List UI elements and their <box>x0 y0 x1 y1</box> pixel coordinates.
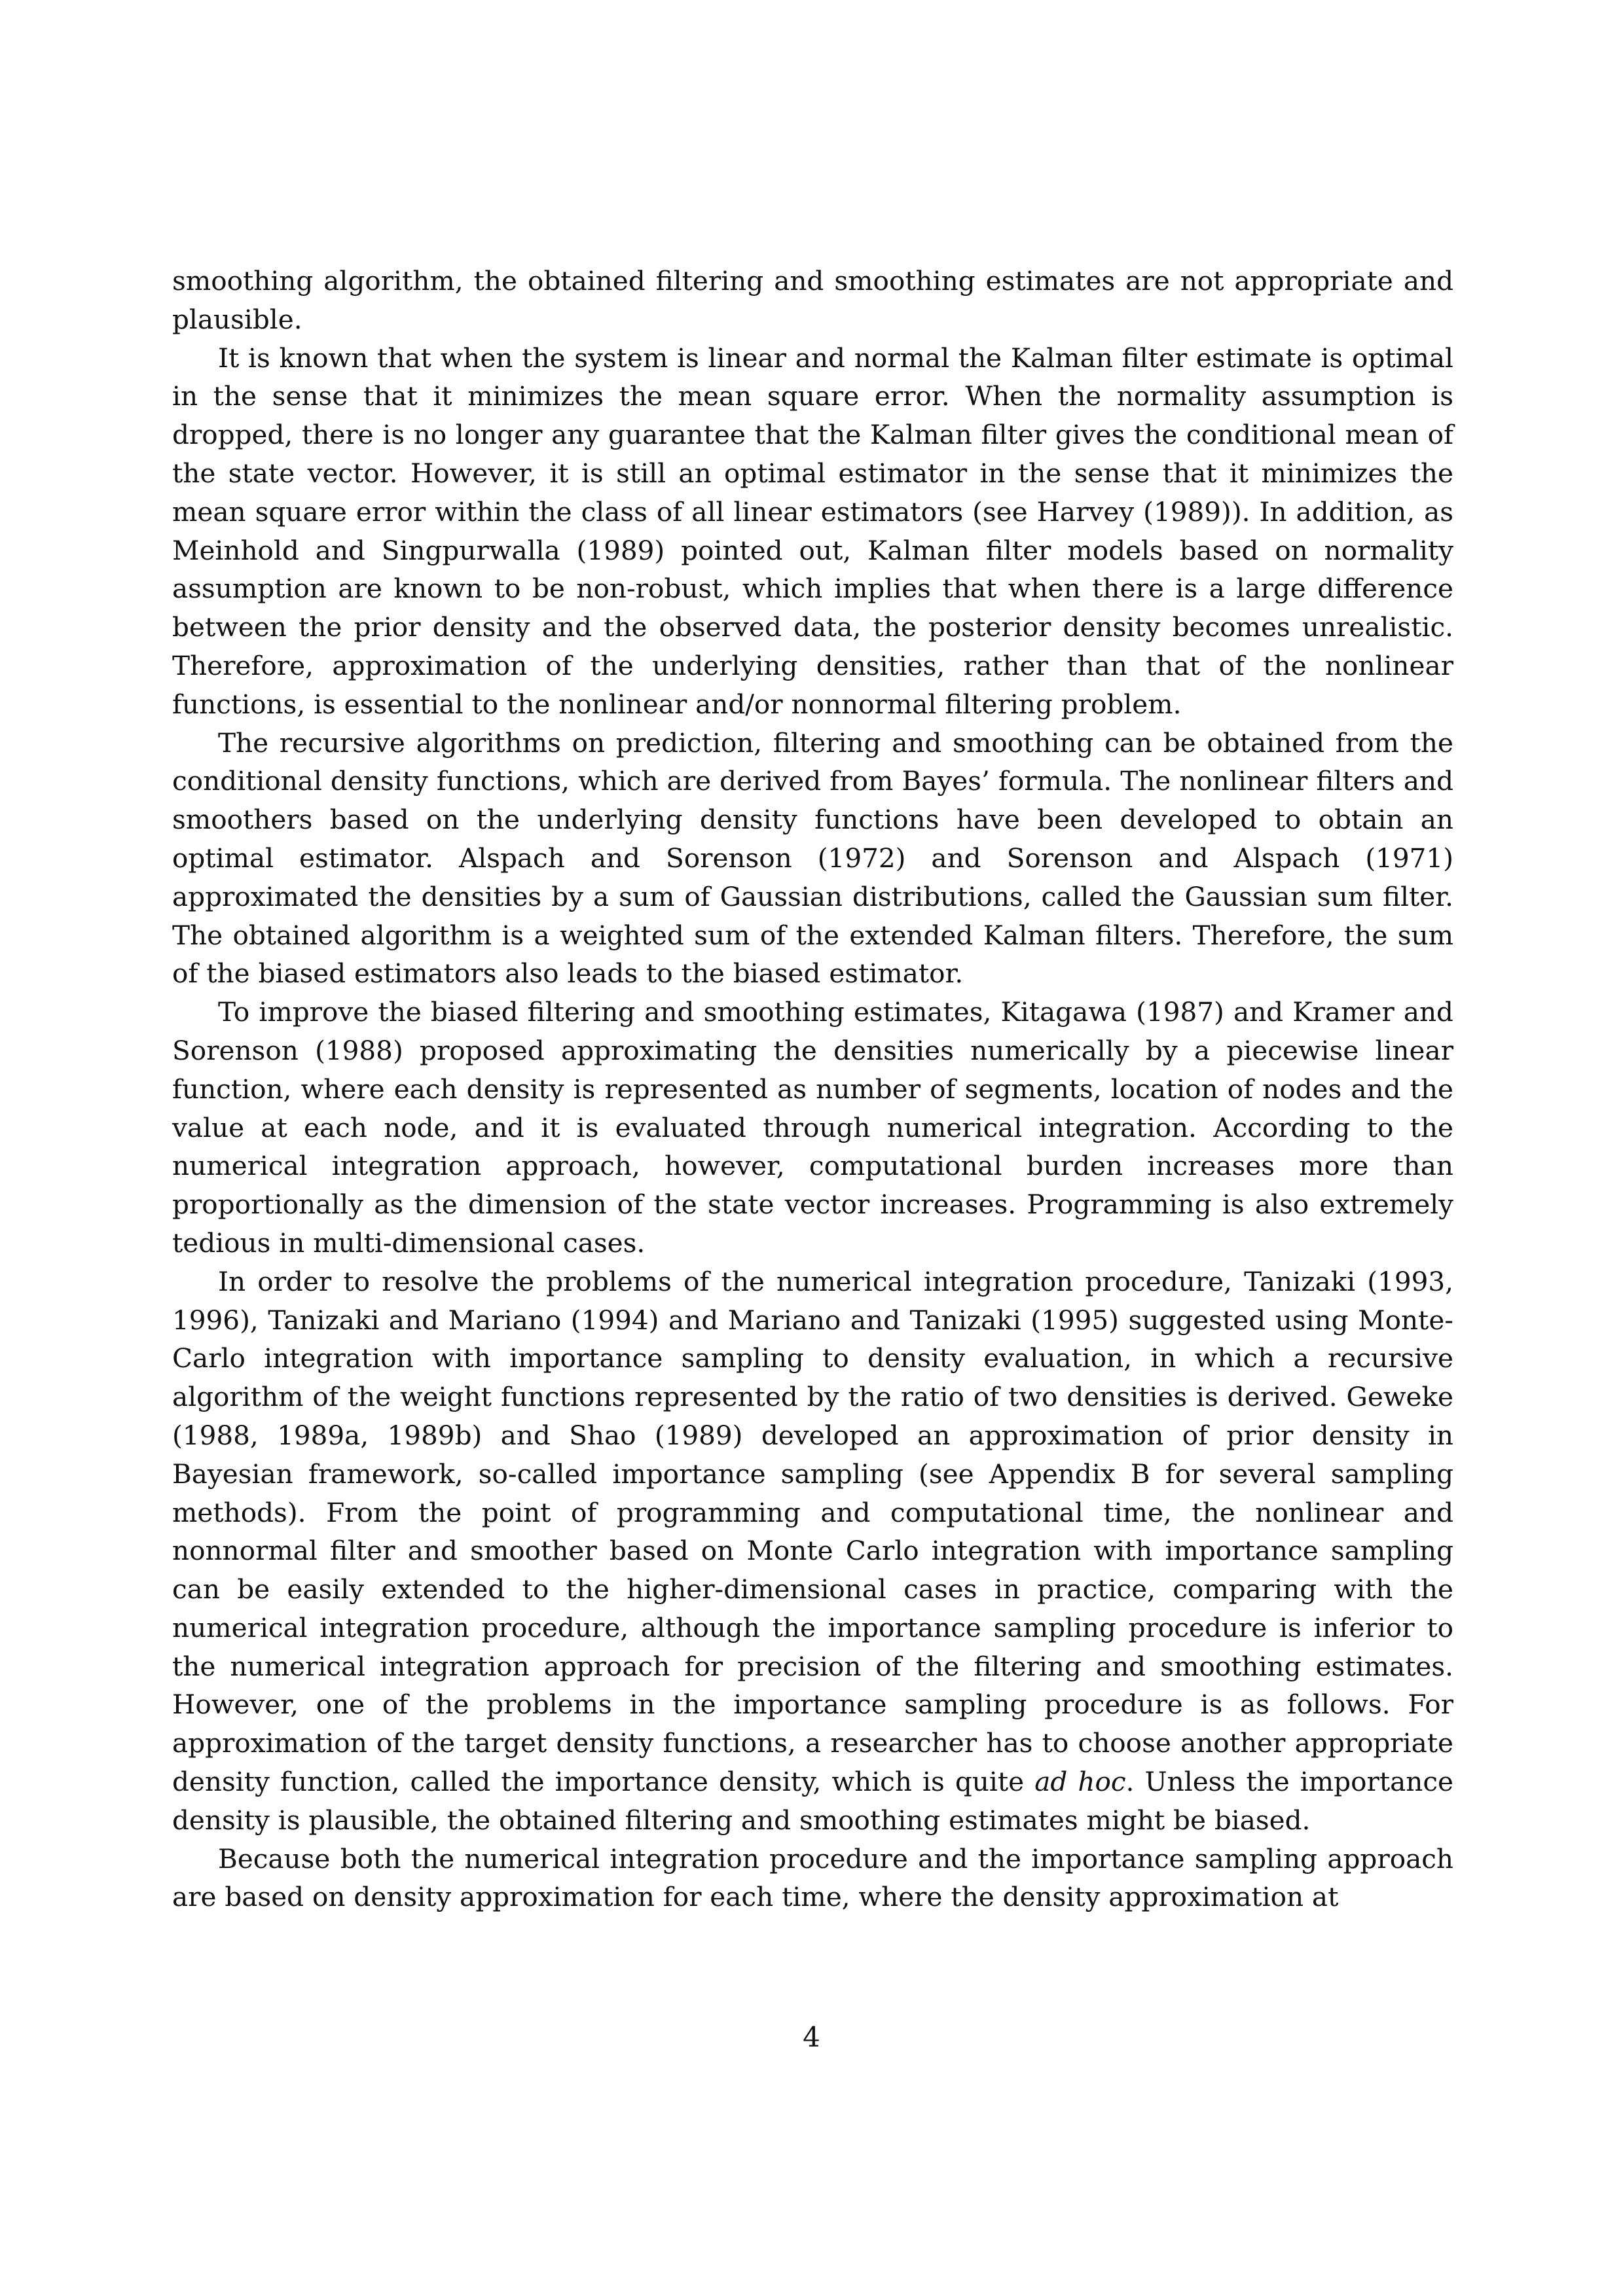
paragraph-text: It is known that when the system is linear and normal the Kalman filter estimate is optimal in the sense that it minimizes the mean square error. When the normality assumption is dropped, there is no longer any guarantee that the Kalman filter gives the conditional mean of the state vector. However, it is still an optimal estimator in the sense that it minimizes the mean square error within the class of all linear estimators (see Harvey (1989)). In addition, as Meinhold and Singpurwalla (1989) pointed out, Kalman filter models based on normality assumption are known to be non-robust, which implies that when there is a large difference between the prior density and the observed data, the posterior density becomes unrealistic. Therefore, approximation of the underlying densities, rather than that of the nonlinear functions, is essential to the nonlinear and/or nonnormal filtering problem. <box>172 342 1453 720</box>
paragraph <box>172 1840 1453 1917</box>
paragraph <box>172 339 1453 724</box>
body-text <box>172 262 1453 1916</box>
paragraph-text: smoothing algorithm, the obtained filtering and smoothing estimates are not appropriate and plausible. <box>172 265 1453 335</box>
paragraph-text: . Unless the importance density is plausible, the obtained filtering and smoothing estimates might be biased. <box>172 1766 1453 1836</box>
paragraph <box>172 262 1453 339</box>
paragraph-text: Because both the numerical integration procedure and the importance sampling approach are based on density approximation for each time, where the density approximation at <box>172 1842 1453 1913</box>
paragraph <box>172 993 1453 1263</box>
paragraph-text: In order to resolve the problems of the numerical integration procedure, Tanizaki (1993, 1996), Tanizaki and Mariano (1994) and Mariano and Tanizaki (1995) suggested using Monte-Carlo integration with importance sampling to density evaluation, in which a recursive algorithm of the weight functions represented by the ratio of two densities is derived. Geweke (1988, 1989a, 1989b) and Shao (1989) developed an approximation of prior density in Bayesian framework, so-called importance sampling (see Appendix B for several sampling methods). From the point of programming and computational time, the nonlinear and nonnormal filter and smoother based on Monte Carlo integration with importance sampling can be easily extended to the higher-dimensional cases in practice, comparing with the numerical integration procedure, although the importance sampling procedure is inferior to the numerical integration approach for precision of the filtering and smoothing estimates. However, one of the problems in the importance sampling procedure is as follows. For approximation of the target density functions, a researcher has to choose another appropriate density function, called the importance density, which is quite <box>172 1265 1453 1798</box>
page-number: 4 <box>803 2021 820 2053</box>
paragraph <box>172 1263 1453 1840</box>
paragraph <box>172 724 1453 994</box>
italic-phrase: ad hoc <box>1034 1766 1126 1798</box>
paragraph-text: The recursive algorithms on prediction, filtering and smoothing can be obtained from the conditional density functions, which are derived from Bayes’ formula. The nonlinear filters and smoothers based on the underlying density functions have been developed to obtain an optimal estimator. Alspach and Sorenson (1972) and Sorenson and Alspach (1971) approximated the densities by a sum of Gaussian distributions, called the Gaussian sum filter. The obtained algorithm is a weighted sum of the extended Kalman filters. Therefore, the sum of the biased estimators also leads to the biased estimator. <box>172 726 1453 990</box>
paragraph-text: To improve the biased filtering and smoothing estimates, Kitagawa (1987) and Kramer and Sorenson (1988) proposed approximating the densities numerically by a piecewise linear function, where each density is represented as number of segments, location of nodes and the value at each node, and it is evaluated through numerical integration. According to the numerical integration approach, however, computational burden increases more than proportionally as the dimension of the state vector increases. Programming is also extremely tedious in multi-dimensional cases. <box>172 996 1453 1259</box>
